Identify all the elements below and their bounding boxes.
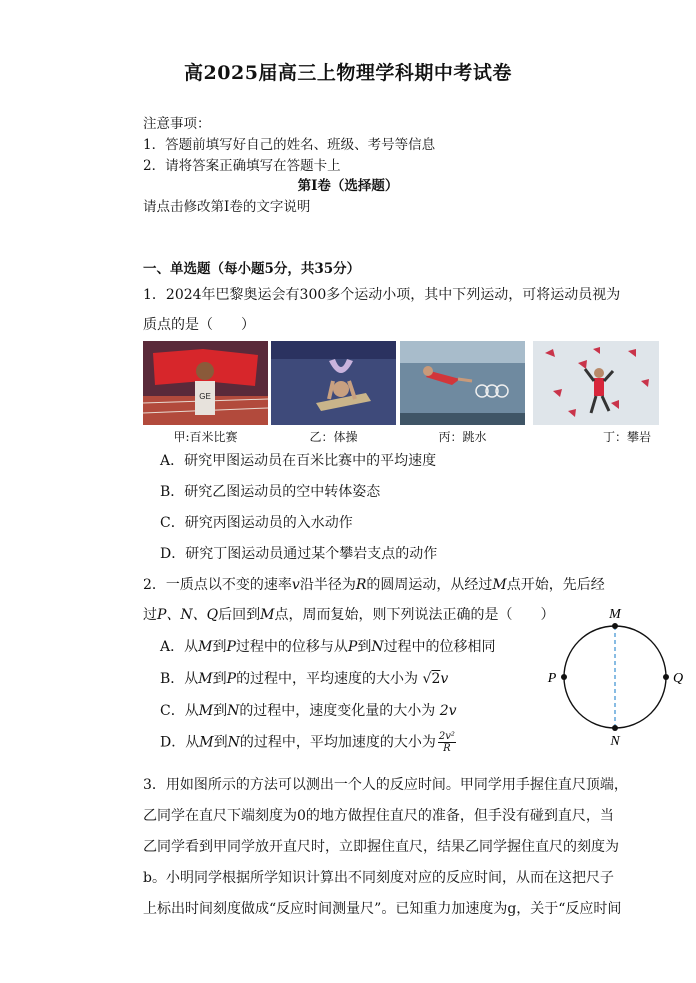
circle-diagram: [540, 603, 690, 748]
caption-gymnastics: 乙：体操: [309, 430, 358, 444]
label-n: N: [610, 734, 620, 748]
q1-option-d: D．研究丁图运动员通过某个攀岩支点的动作: [160, 546, 438, 562]
q3-line4: b。小明同学根据所学知识计算出不同刻度对应的反应时间，从而在这把尺子: [143, 870, 614, 886]
q2-option-b: B．从M到P的过程中，平均速度的大小为 √2v: [160, 671, 449, 687]
q3-line5: 上标出时间刻度做成“反应时间测量尺”。已知重力加速度为g，关于“反应时间: [143, 901, 622, 917]
q3-line2: 乙同学在直尺下端刻度为0的地方做捏住直尺的准备，但手没有碰到直尺，当: [143, 808, 614, 824]
note-item-2: 2．请将答案正确填写在答题卡上: [143, 158, 341, 174]
q3-line1: 3．用如图所示的方法可以测出一个人的反应时间。甲同学用手握住直尺顶端，: [143, 777, 628, 793]
q1-option-b: B．研究乙图运动员的空中转体姿态: [160, 484, 381, 500]
note-item-1: 1．答题前填写好自己的姓名、班级、考号等信息: [143, 137, 436, 153]
label-m: M: [609, 607, 621, 622]
q2-option-a: A．从M到P过程中的位移与从P到N过程中的位移相同: [160, 639, 496, 655]
page-title: 高2025届高三上物理学科期中考试卷: [184, 62, 512, 84]
photo-gymnastics: [271, 341, 396, 425]
bib-text: GE: [199, 392, 211, 401]
q1-stem-line1: 1．2024年巴黎奥运会有300多个运动小项，其中下列运动，可将运动员视为: [143, 287, 621, 303]
q1-option-a: A．研究甲图运动员在百米比赛中的平均速度: [160, 453, 437, 469]
part-title: 一、单选题（每小题5分，共35分）: [143, 261, 361, 277]
photo-sprint: [143, 341, 268, 425]
caption-diving: 丙：跳水: [438, 430, 487, 444]
q1-stem-line2: 质点的是（ ）: [143, 317, 255, 333]
point-p: [561, 674, 567, 680]
caption-climbing: 丁：攀岩: [602, 430, 651, 444]
section-title: 第Ⅰ卷（选择题）: [297, 178, 399, 194]
q2-option-d: D．从M到N的过程中，平均加速度的大小为 $\frac{\text{2v²}}{R}$: [160, 731, 455, 754]
label-q: Q: [672, 671, 684, 686]
notes-heading: 注意事项：: [143, 116, 211, 132]
photo-diving: [400, 341, 525, 425]
q2-stem-line1: 2．一质点以不变的速率v沿半径为R的圆周运动，从经过M点开始，先后经: [143, 577, 605, 593]
point-q: [663, 674, 669, 680]
photo-climbing: [533, 341, 659, 425]
q2-stem-line2: 过P、N、Q后回到M点，周而复始，则下列说法正确的是（ ）: [143, 607, 555, 623]
q1-option-c: C．研究丙图运动员的入水动作: [160, 515, 353, 531]
q3-line3: 乙同学看到甲同学放开直尺时，立即握住直尺，结果乙同学握住直尺的刻度为: [143, 839, 619, 855]
point-m: [612, 623, 618, 629]
point-n: [612, 725, 618, 731]
label-p: P: [547, 671, 557, 686]
q2-option-c: C．从M到N的过程中，速度变化量的大小为 2v: [160, 703, 457, 719]
section-desc: 请点击修改第I卷的文字说明: [143, 199, 311, 215]
caption-sprint: 甲:百米比赛: [173, 430, 238, 444]
